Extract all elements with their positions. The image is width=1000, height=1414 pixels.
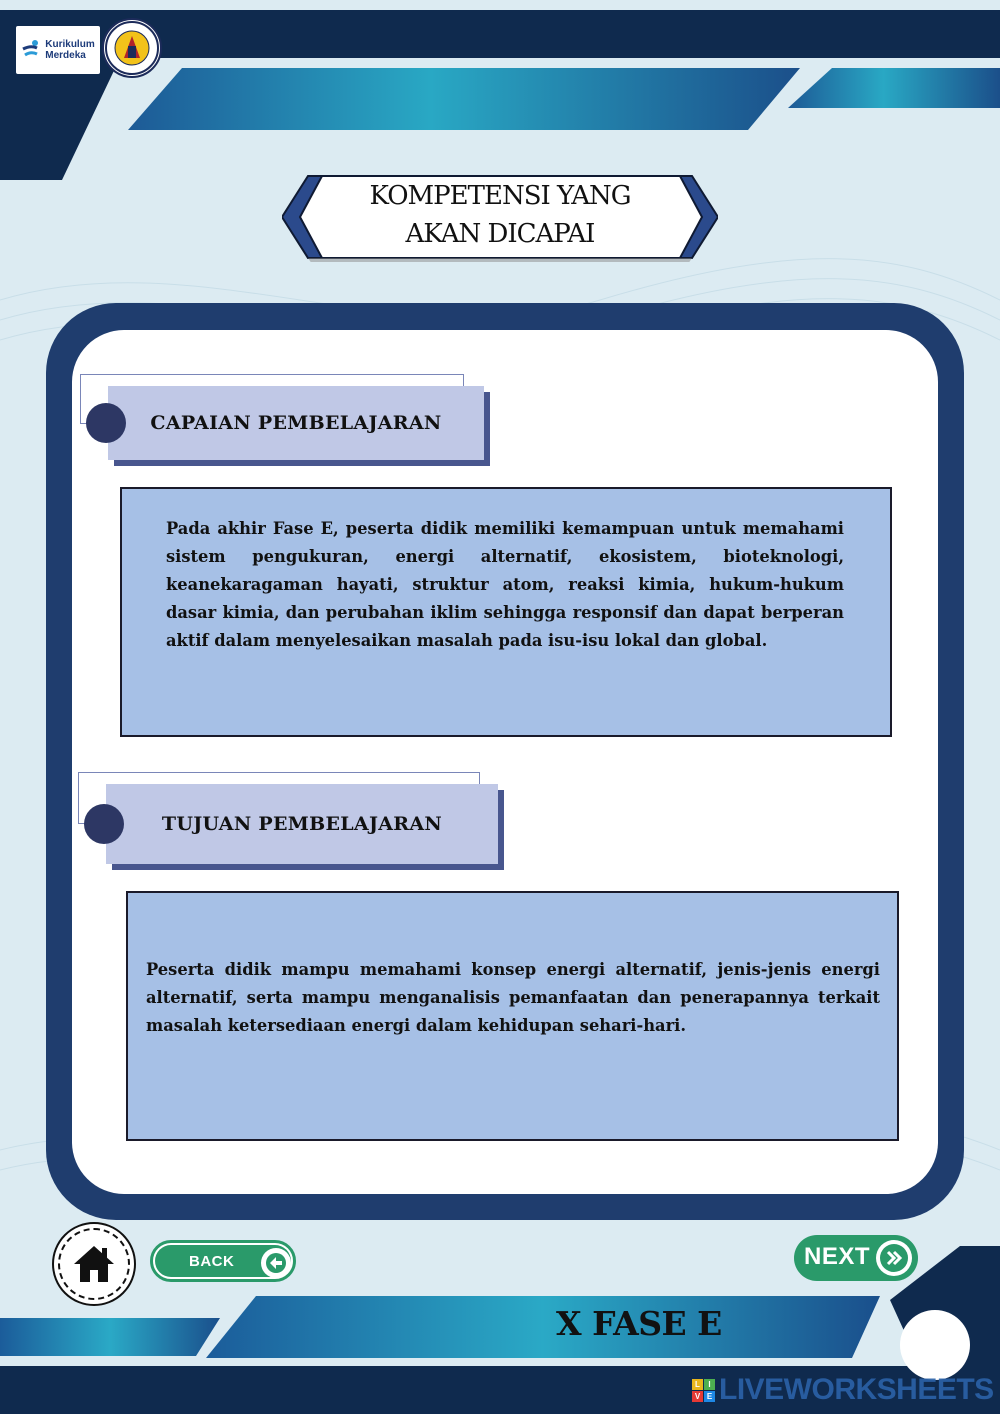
title-line-1: KOMPETENSI YANG [369, 181, 631, 211]
double-chevron-right-icon [876, 1240, 912, 1276]
bullet-dot-icon [86, 403, 126, 443]
logo-line-2: Merdeka [45, 50, 86, 61]
title-line-2: AKAN DICAPAI [405, 219, 595, 249]
section-heading-tujuan: TUJUAN PEMBELAJARAN [106, 784, 498, 864]
home-button[interactable] [52, 1222, 136, 1306]
liveworksheets-brand-text: LIVEWORKSHEETS [719, 1373, 994, 1406]
page-title [300, 172, 700, 258]
back-button[interactable] [150, 1240, 296, 1282]
lw-letter-v: V [692, 1391, 703, 1402]
fase-label: X FASE E [556, 1304, 722, 1343]
lw-letter-e: E [704, 1391, 715, 1402]
kurikulum-figure-icon [21, 39, 41, 61]
tujuan-text: Peserta didik mampu memahami konsep energi alternatif, jenis-jenis energi alternatif, serta mampu menganalisis pemanfaatan dan penerapannya terkait masalah ketersediaan energi dalam kehidupan sehari-hari. [146, 960, 880, 1035]
bullet-dot-icon [84, 804, 124, 844]
next-button-label: NEXT [804, 1243, 871, 1270]
home-icon [72, 1244, 116, 1284]
back-button-label: BACK [189, 1253, 235, 1270]
liveworksheets-grid-icon [692, 1379, 715, 1402]
next-button[interactable] [794, 1235, 918, 1281]
section-heading-capaian: CAPAIAN PEMBELAJARAN [108, 386, 484, 460]
arrow-left-icon [261, 1248, 291, 1278]
kurikulum-merdeka-logo [16, 26, 100, 74]
university-seal-icon [102, 18, 162, 78]
lw-letter-i: I [704, 1379, 715, 1390]
liveworksheets-logo [692, 1374, 992, 1406]
capaian-text: Pada akhir Fase E, peserta didik memiliki kemampuan untuk memahami sistem pengukuran, energi alternatif, ekosistem, bioteknologi, keanekaragaman hayati, struktur atom, reaksi kimia, hukum-hukum dasar kimia, dan perubahan iklim sehingga responsif dan dapat berperan aktif dalam menyelesaikan masalah pada isu-isu lokal dan global. [166, 519, 844, 650]
lw-letter-l: L [692, 1379, 703, 1390]
decorative-circle [900, 1310, 970, 1380]
logo-line-1: Kurikulum [45, 39, 95, 50]
